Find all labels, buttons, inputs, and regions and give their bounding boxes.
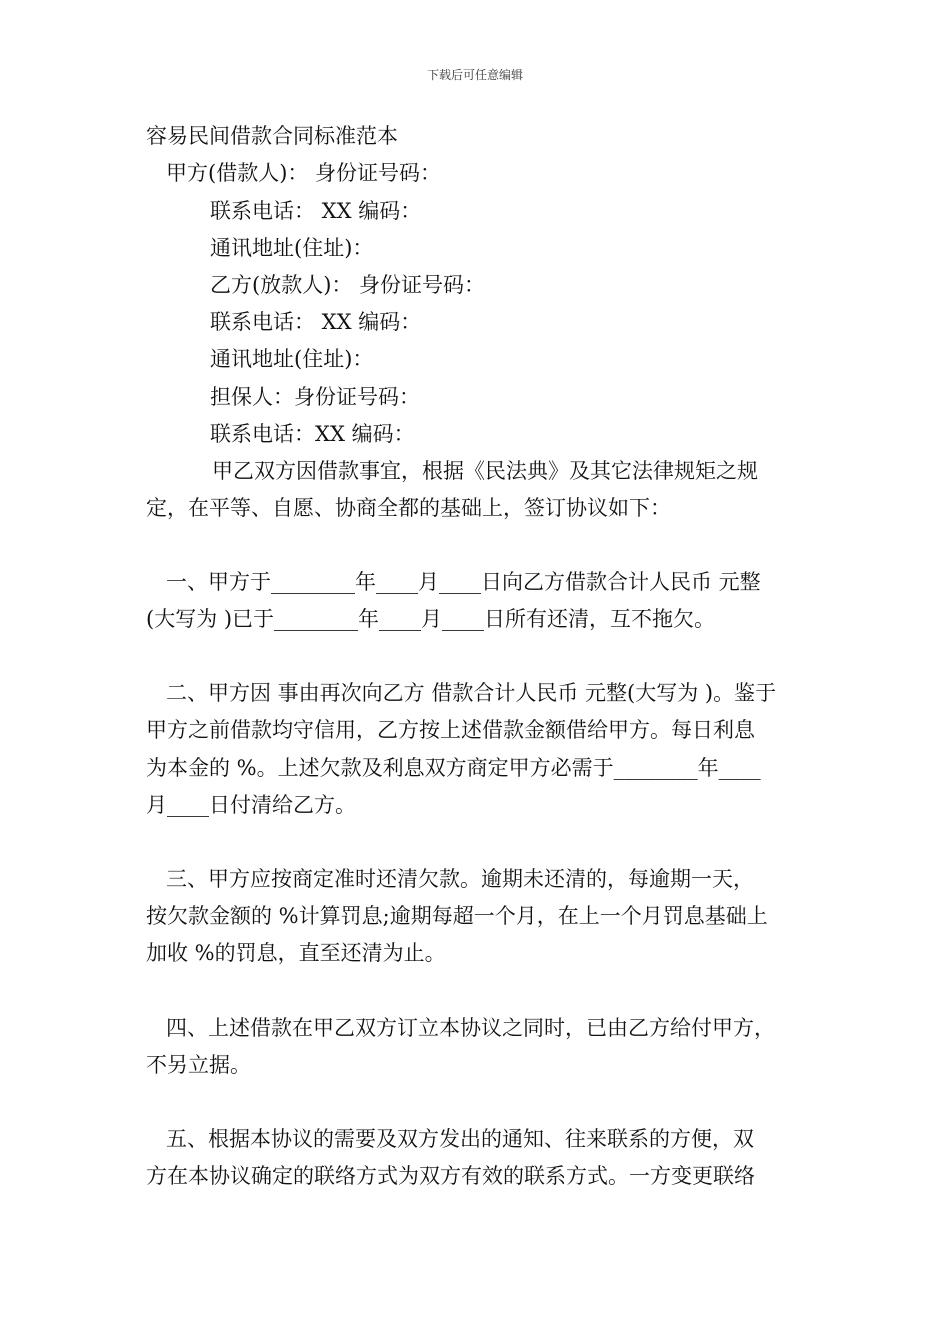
- clause4-line-1: 四、上述借款在甲乙双方订立本协议之同时，已由乙方给付甲方，: [166, 1016, 775, 1040]
- party-a-phone: 联系电话： XX 编码：: [210, 199, 422, 223]
- clause2-line-1: 二、甲方因 事由再次向乙方 借款合计人民币 元整(大写为 )。鉴于: [166, 681, 777, 705]
- party-b-line: 乙方(放款人)： 身份证号码：: [210, 273, 486, 297]
- clause3-line-3: 加收 %的罚息，直至还清为止。: [146, 941, 446, 965]
- preamble-line-2: 定，在平等、自愿、协商全都的基础上，签订协议如下：: [146, 496, 671, 520]
- clause1-line-1: 一、甲方于________年____月____日向乙方借款合计人民币 元整: [166, 570, 761, 594]
- clause1-line-2: (大写为 )已于________年____月____日所有还清，互不拖欠。: [146, 607, 716, 631]
- guarantor-line: 担保人：身份证号码：: [210, 385, 420, 409]
- party-b-address: 通讯地址(住址)：: [210, 347, 374, 371]
- clause2-line-4: 月____日付清给乙方。: [146, 793, 356, 817]
- party-b-phone: 联系电话： XX 编码：: [210, 310, 422, 334]
- clause5-line-2: 方在本协议确定的联络方式为双方有效的联系方式。一方变更联络: [146, 1164, 755, 1188]
- header-note: 下载后可任意编辑: [426, 68, 523, 82]
- document-title: 容易民间借款合同标准范本: [146, 124, 398, 148]
- clause4-line-2: 不另立据。: [146, 1053, 251, 1077]
- clause2-line-3: 为本金的 %。上述欠款及利息双方商定甲方必需于________年____: [146, 756, 761, 780]
- clause2-line-2: 甲方之前借款均守信用，乙方按上述借款金额借给甲方。每日利息: [146, 718, 755, 742]
- party-a-line: 甲方(借款人)： 身份证号码：: [166, 161, 442, 185]
- clause5-line-1: 五、根据本协议的需要及双方发出的通知、往来联系的方便，双: [166, 1127, 754, 1151]
- party-a-address: 通讯地址(住址)：: [210, 236, 374, 260]
- preamble-line-1: 甲乙双方因借款事宜，根据《民法典》及其它法律规矩之规: [212, 459, 758, 483]
- guarantor-phone: 联系电话：XX 编码：: [210, 422, 415, 446]
- clause3-line-1: 三、甲方应按商定准时还清欠款。逾期未还清的，每逾期一天，: [166, 867, 754, 891]
- clause3-line-2: 按欠款金额的 %计算罚息;逾期每超一个月，在上一个月罚息基础上: [146, 904, 768, 928]
